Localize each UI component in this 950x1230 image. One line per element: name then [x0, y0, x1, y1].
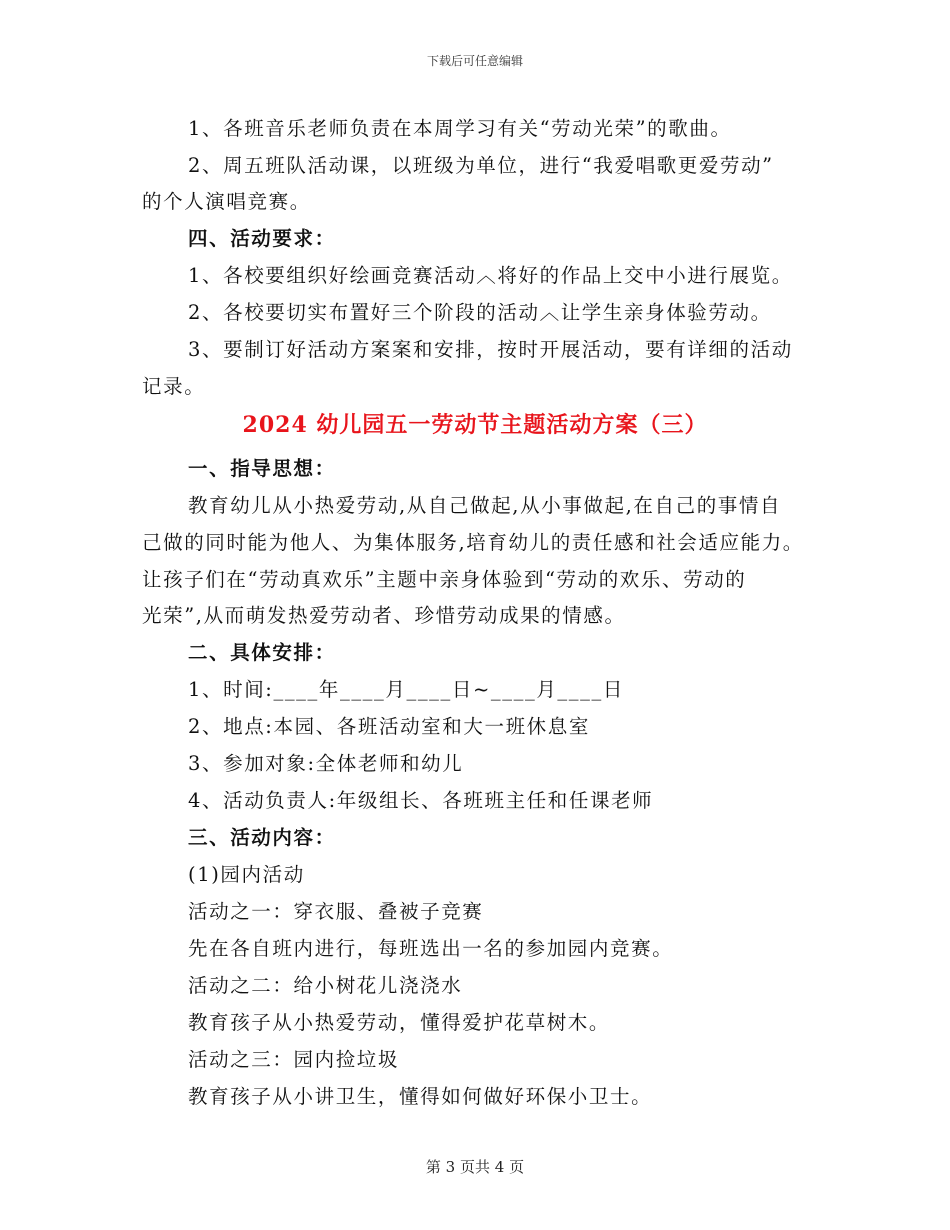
page-header: 下载后可任意编辑: [426, 54, 523, 68]
text-line: 让孩子们在“劳动真欢乐”主题中亲身体验到“劳动的欢乐、劳动的: [142, 568, 747, 591]
text-line: 记录。: [142, 375, 206, 398]
text-line: 4、活动负责人:年级组长、各班班主任和任课老师: [188, 789, 654, 812]
text-line: 的个人演唱竞赛。: [142, 190, 311, 213]
text-line: 1、各校要组织好绘画竞赛活动︿将好的作品上交中小进行展览。: [188, 264, 793, 287]
text-line: 2、地点:本园、各班活动室和大一班休息室: [188, 715, 590, 738]
text-line: 2、各校要切实布置好三个阶段的活动︿让学生亲身体验劳动。: [188, 301, 772, 324]
text-line: (1)园内活动: [188, 863, 305, 886]
text-line: 活动之一：穿衣服、叠被子竞赛: [188, 900, 484, 923]
text-line: 1、各班音乐老师负责在本周学习有关“劳动光荣”的歌曲。: [188, 117, 732, 140]
document-title: 2024 幼儿园五一劳动节主题活动方案（三）: [242, 412, 708, 438]
page-footer: 第 3 页共 4 页: [425, 1158, 525, 1176]
text-line: 己做的同时能为他人、为集体服务,培育幼儿的责任感和社会适应能力。: [142, 531, 804, 554]
text-line: 先在各自班内进行，每班选出一名的参加园内竞赛。: [188, 937, 674, 960]
text-line: 活动之二：给小树花儿浇浇水: [188, 974, 463, 997]
text-line: 教育孩子从小热爱劳动，懂得爱护花草树木。: [188, 1011, 611, 1034]
text-line: 活动之三：园内捡垃圾: [188, 1048, 400, 1071]
text-line: 2、周五班队活动课，以班级为单位，进行“我爱唱歌更爱劳动”: [188, 154, 774, 177]
text-line: 光荣”,从而萌发热爱劳动者、珍惜劳动成果的情感。: [142, 604, 626, 627]
text-line: 3、参加对象:全体老师和幼儿: [188, 752, 464, 775]
section-heading: 四、活动要求：: [188, 227, 336, 250]
text-line: 1、时间:____年____月____日~____月____日: [188, 678, 624, 701]
section-heading: 一、指导思想：: [188, 457, 336, 480]
section-heading: 二、具体安排：: [188, 641, 336, 664]
section-heading: 三、活动内容：: [188, 826, 336, 849]
text-line: 教育幼儿从小热爱劳动,从自己做起,从小事做起,在自己的事情自: [188, 494, 782, 517]
text-line: 3、要制订好活动方案案和安排，按时开展活动，要有详细的活动: [188, 338, 793, 361]
text-line: 教育孩子从小讲卫生，懂得如何做好环保小卫士。: [188, 1085, 653, 1108]
